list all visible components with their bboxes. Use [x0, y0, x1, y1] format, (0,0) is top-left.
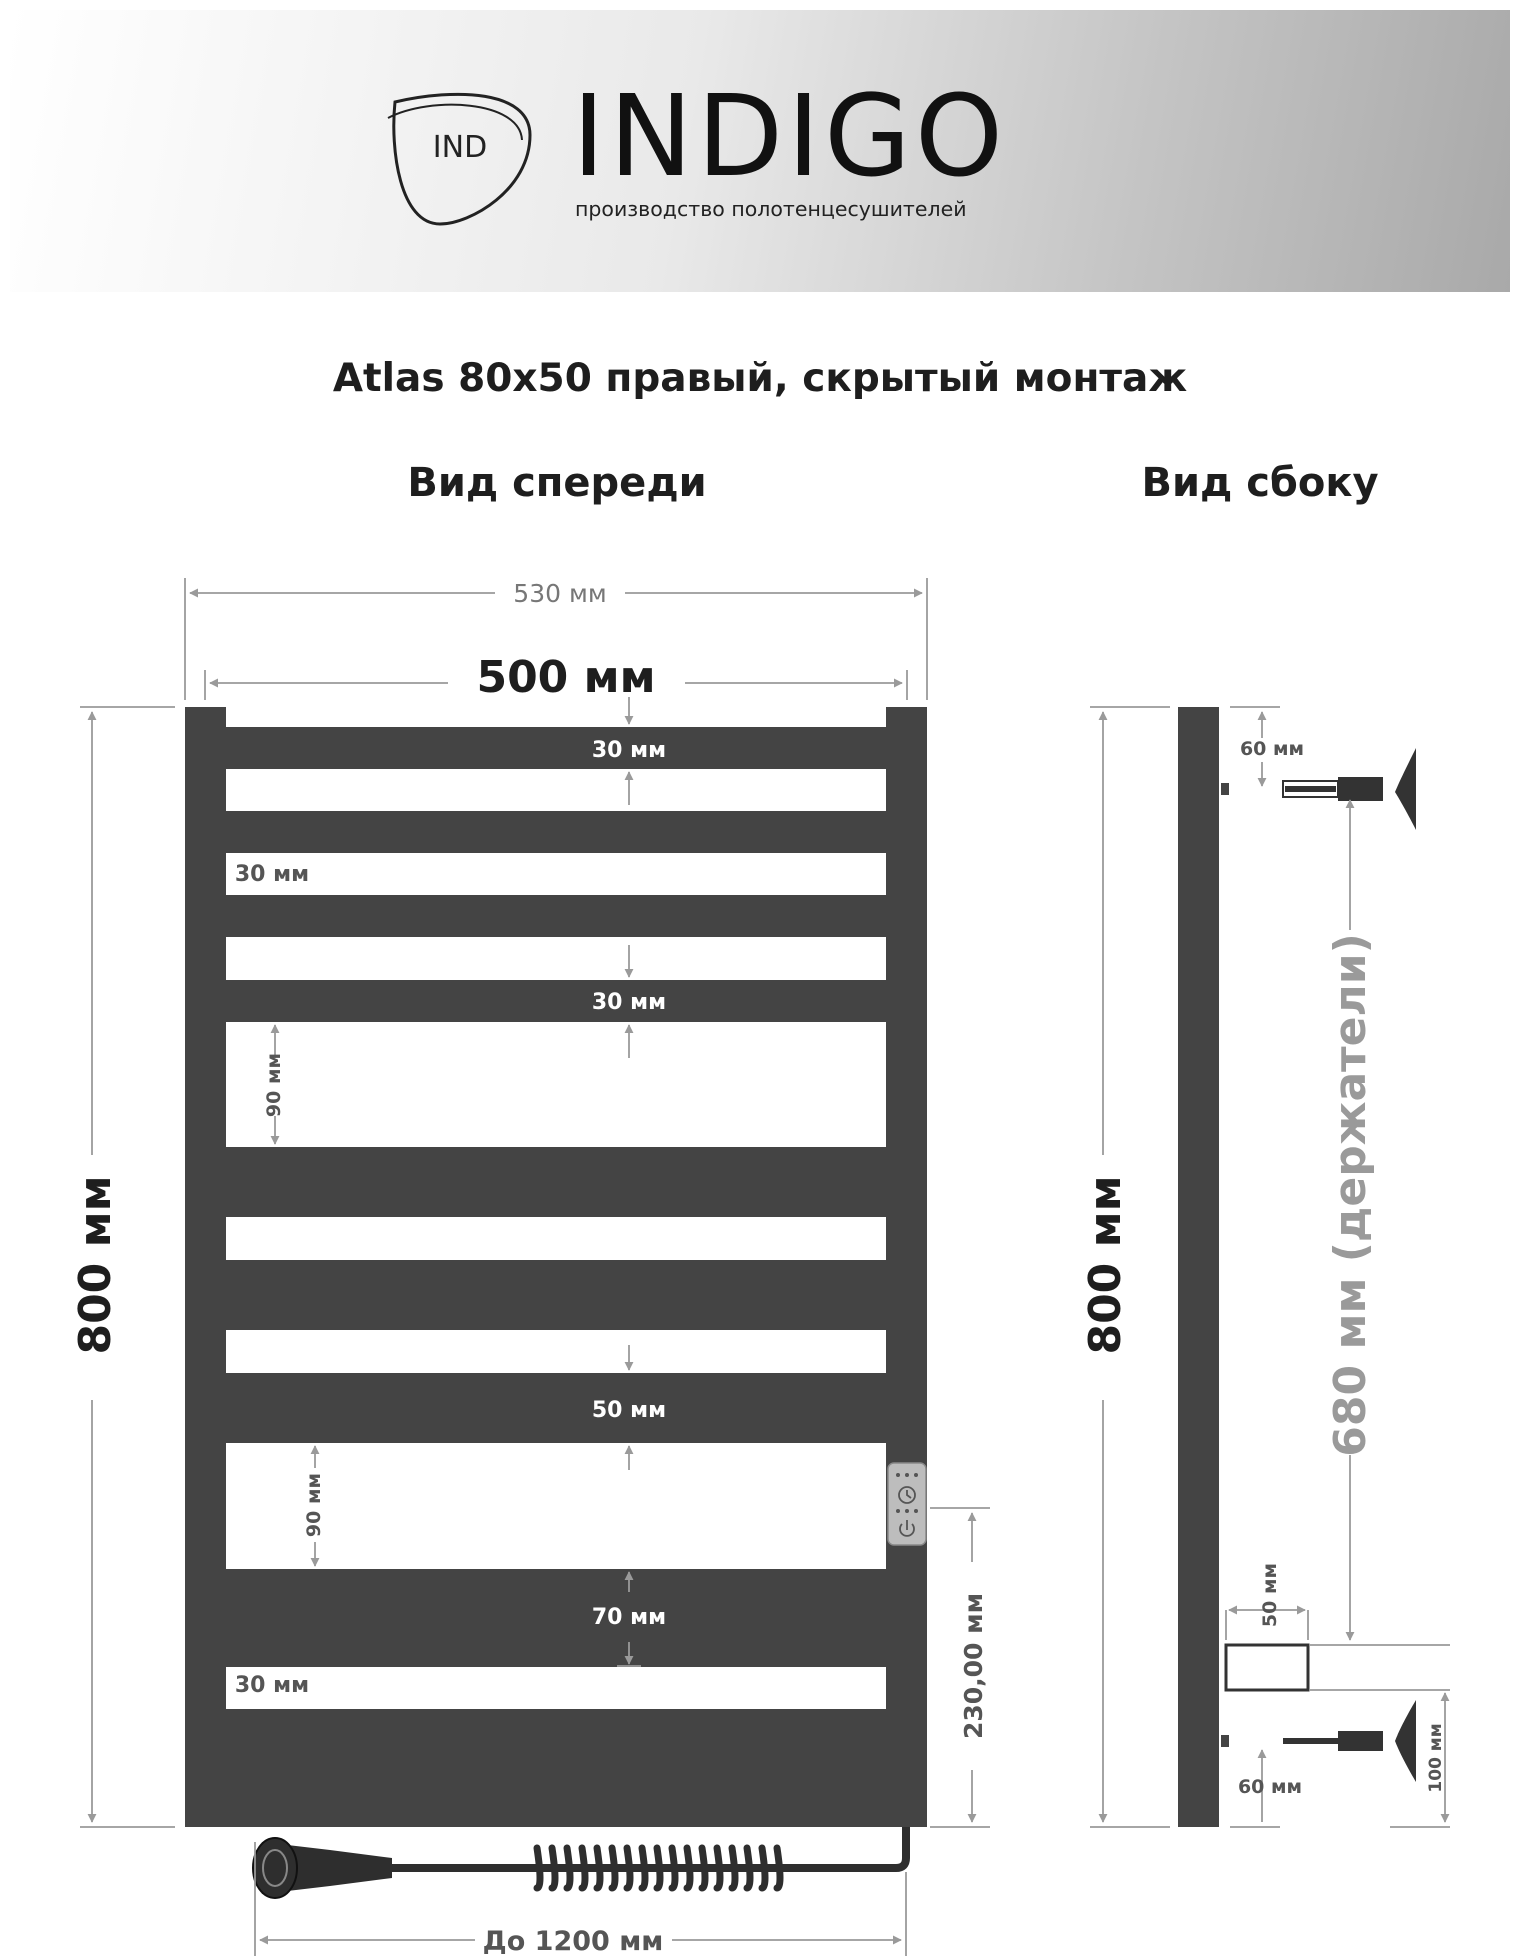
crossbar [226, 1147, 886, 1217]
crossbar [226, 811, 886, 853]
dim-800-side: 800 мм [1080, 1175, 1131, 1355]
right-rail [886, 707, 927, 1827]
side-rail [1178, 707, 1219, 1827]
dim-depth-50: 50 мм [1259, 1562, 1281, 1628]
dim-gap-30-left: 30 мм [234, 862, 310, 887]
logo-mark-text: IND [432, 130, 488, 165]
dim-680-holders: 680 мм (держатели) [1325, 933, 1376, 1457]
left-rail [185, 707, 226, 1827]
logo-mark-icon [388, 94, 530, 224]
dim-gap-30-bottom: 30 мм [234, 1673, 310, 1698]
crossbars [226, 727, 886, 1827]
dim-gap-90-lower: 90 мм [303, 1472, 325, 1538]
crossbar [226, 1260, 886, 1330]
side-dimensions [1090, 707, 1450, 1827]
brand-tagline: производство полотенцесушителей [575, 197, 967, 221]
product-title: Atlas 80x50 правый, скрытый монтаж [332, 356, 1188, 401]
brand-name: INDIGO [572, 72, 1008, 202]
dim-gap-90-upper: 90 мм [263, 1052, 285, 1118]
dim-800-front: 800 мм [70, 1175, 121, 1355]
front-view-title: Вид спереди [407, 460, 707, 506]
crossbar [226, 1569, 886, 1667]
dim-cable: До 1200 мм [482, 1926, 664, 1956]
dim-holder-100: 100 мм [1426, 1723, 1446, 1793]
crossbar [226, 727, 886, 769]
crossbar [226, 1709, 886, 1827]
crossbar [226, 980, 886, 1022]
dim-230: 230,00 мм [959, 1592, 988, 1740]
wall-mount-icon [1221, 748, 1416, 1782]
crossbar [226, 895, 886, 937]
plug-icon [253, 1838, 392, 1898]
power-cable [253, 1827, 906, 1898]
dim-holder-60-bottom: 60 мм [1237, 1776, 1303, 1798]
dim-holder-60-top: 60 мм [1239, 738, 1305, 760]
crossbar [226, 1373, 886, 1443]
dim-bar-30-fourth: 30 мм [591, 990, 667, 1015]
control-panel [888, 1463, 926, 1545]
dim-500: 500 мм [476, 652, 656, 703]
side-view-title: Вид сбоку [1141, 460, 1379, 506]
dim-gap-50: 50 мм [591, 1398, 667, 1423]
dim-bar-30-top: 30 мм [591, 738, 667, 763]
dim-bar-70: 70 мм [591, 1605, 667, 1630]
dim-530: 530 мм [513, 579, 607, 608]
